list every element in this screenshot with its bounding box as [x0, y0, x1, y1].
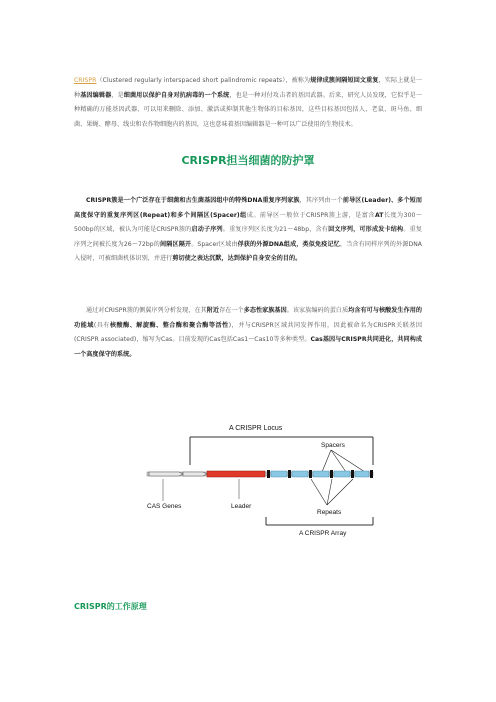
intro-text-2: ，实际上就是一种: [74, 77, 422, 99]
spacer-3: [313, 471, 329, 477]
intro-bold-3: 细菌用以保护自身对抗病毒的一个系统: [123, 91, 230, 99]
repeat-6: [370, 470, 373, 478]
spacer-4: [334, 471, 350, 477]
p2-text-3: 长度为300～500bp的区域，被认为可能是CRISPR簇的: [74, 211, 423, 234]
intro-paragraph: [74, 74, 422, 132]
p2-bold-3: AT: [374, 211, 384, 219]
repeat-3: [309, 470, 312, 478]
p2-bold-8: 剪切使之表达沉默，达到保护自身安全的目的。: [172, 255, 302, 263]
cas-genes-label: CAS Genes: [147, 503, 182, 510]
p3-bold-1: 附近: [206, 307, 220, 315]
p3-text-3: 。该家族编码的蛋白质: [286, 307, 349, 315]
spacers-label: Spacers: [321, 442, 345, 449]
cas-gene-arrow-2: [183, 472, 207, 476]
p3-bold-5: Cas基因与CRISPR共同进化，共同构成一个高度保守的系统。: [74, 336, 422, 358]
intro-text-1: （Clustered regularly interspaced short palindromic repeats），被称为: [96, 77, 311, 85]
intro-bold-1: 规律成簇间隔短回文重复: [310, 77, 379, 85]
array-label: A CRISPR Array: [299, 530, 347, 537]
section-heading-protection: CRISPR担当细菌的防护罩: [181, 154, 315, 167]
p2-bold-5: 回文序列，可形成发卡结构: [328, 226, 404, 234]
crispr-locus-diagram: [145, 399, 375, 549]
repeat-5: [351, 470, 354, 478]
p2-text-4: 。重复序列区长度为21～48bp，含有: [222, 226, 329, 234]
p3-text-5: )，并与CRISPR区域共同发挥作用，因此被命名为CRISPR关联基因(CRISPR associated)，缩写为Cas。目前发现的Cas包括Cas1～Cas10等多种类型。: [74, 321, 422, 344]
spacer-pointer-2: [331, 450, 346, 472]
p3-text-2: 存在一个: [219, 307, 244, 315]
section-heading-mechanism: CRISPR的工作原理: [74, 602, 147, 611]
repeat-1: [267, 470, 270, 478]
p2-text-5: 。重复序列之间被长度为26～72bp的: [74, 226, 422, 248]
locus-title: A CRISPR Locus: [229, 425, 283, 432]
spacer-2: [292, 471, 308, 477]
p2-text-6: 。Spacer区域由: [191, 240, 238, 248]
leader-label: Leader: [231, 503, 252, 510]
crispr-link[interactable]: CRISPR: [74, 77, 97, 85]
intro-text-4: ，也是一种对付攻击者的基因武器。后来，研究人员发现，它似乎是一种精确的万能基因武器，可以用来删除、添加、激活或抑制其他生物体的目标基因，这些目标基因包括人、老鼠、斑马鱼、细菌、果蝇、酵母、线虫和农作物细胞内的基因，这也意味着基因编辑器是一种可以广泛使用的生物技术。: [74, 91, 422, 128]
cas-gene-arrow-1: [149, 472, 183, 476]
p2-bold-1: CRISPR簇是一个广泛存在于细菌和古生菌基因组中的特殊DNA重复序列家族: [86, 197, 300, 205]
p2-bold-7: 俘获的外源DNA组成，类似免疫记忆: [237, 240, 340, 248]
p3-text-4: (具有: [93, 321, 110, 329]
p2-text-7: ，当含有同样序列的外源DNA入侵时，可被细菌机体识别，并进行: [74, 240, 423, 263]
repeat-pointer-3: [327, 479, 353, 505]
p2-bold-6: 间隔区隔开: [160, 240, 192, 248]
p2-text-2: 成。前导区一般位于CRISPR簇上游，是富含: [246, 211, 375, 219]
p3-bold-4: 核酸酶、解旋酶、整合酶和聚合酶等活性: [109, 321, 229, 329]
p3-text-1: 通过对CRISPR簇的侧翼序列分析发现，在其: [86, 307, 207, 315]
spacer-pointer-3: [331, 450, 365, 472]
p2-bold-2: 前导区(Leader)、多个短而高度保守的重复序列区(Repeat)和多个间隔区(Spacer)组: [74, 197, 423, 219]
p2-bold-4: 启动子序列: [191, 226, 223, 234]
cas-genes-paragraph: [74, 304, 422, 362]
spacer-1: [271, 471, 287, 477]
spacer-5: [355, 471, 369, 477]
intro-text-3: ，是: [111, 91, 124, 99]
repeat-2: [288, 470, 291, 478]
crispr-structure-paragraph: [74, 194, 422, 267]
leader-region: [207, 471, 265, 477]
p3-bold-2: 多态性家族基因: [243, 307, 287, 315]
spacer-pointer-1: [322, 450, 331, 472]
repeat-pointer-1: [311, 479, 327, 505]
intro-bold-2: 基因编辑器: [80, 91, 112, 99]
p2-text-1: ，其序列由一个: [299, 197, 343, 205]
repeats-label: Repeats: [317, 509, 342, 516]
repeat-4: [330, 470, 333, 478]
p3-bold-3: 均含有可与核酸发生作用的功能域: [74, 307, 423, 329]
